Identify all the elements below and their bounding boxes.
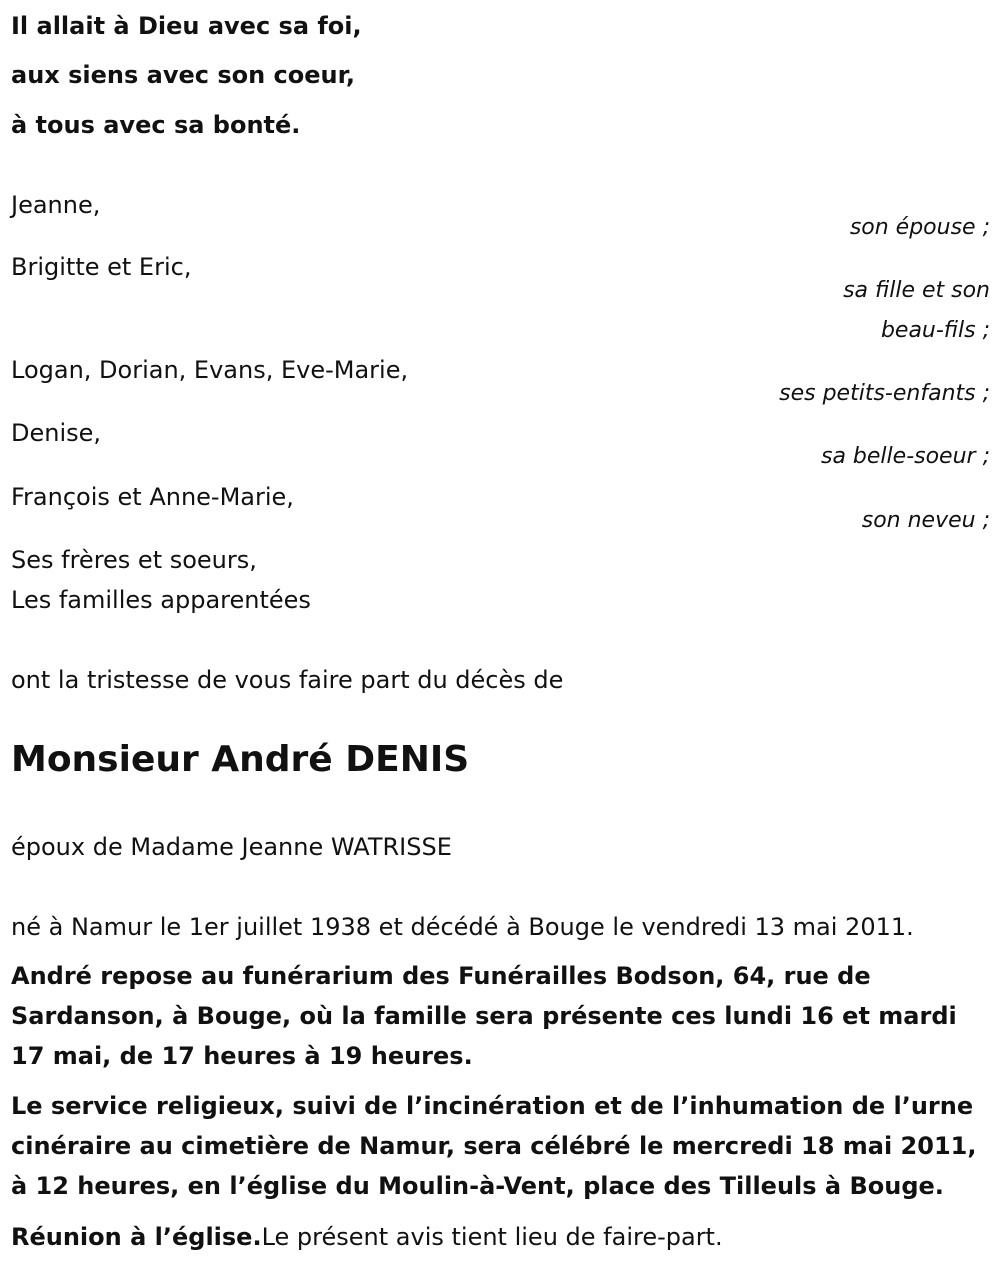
- visitation-paragraph: André repose au funérarium des Funérailles Bodson, 64, rue de Sardanson, à Bouge, où la famille sera présente ces lundi 16 et mardi 17 mai, de 17 heures à 19 heures.: [11, 962, 957, 1070]
- epitaph-line-2: aux siens avec son coeur,: [11, 61, 356, 89]
- epitaph-line-3: à tous avec sa bonté.: [11, 111, 301, 139]
- others-families: Les familles apparentées: [11, 586, 311, 614]
- family-names-grandchildren: Logan, Dorian, Evans, Eve-Marie,: [11, 356, 409, 384]
- service-paragraph: Le service religieux, suivi de l’incinération et de l’inhumation de l’urne cinéraire au cimetière de Namur, sera célébré le mercredi 18 mai 2011, à 12 heures, en l’église du Moulin-à-Vent, place des Tilleuls à Bouge.: [11, 1092, 977, 1200]
- family-relation-daughter-line-1: sa fille et son: [843, 278, 990, 303]
- family-names-daughter: Brigitte et Eric,: [11, 253, 192, 281]
- closing-bold-text: Réunion à l’église.: [11, 1223, 262, 1251]
- spouse-line: époux de Madame Jeanne WATRISSE: [11, 833, 452, 861]
- family-names-spouse: Jeanne,: [11, 191, 101, 219]
- closing-normal-text: Le présent avis tient lieu de faire-part.: [261, 1223, 723, 1251]
- family-relation-sister-in-law: sa belle-soeur ;: [821, 444, 990, 469]
- epitaph-line-1: Il allait à Dieu avec sa foi,: [11, 12, 362, 40]
- family-relation-daughter-line-2: beau-fils ;: [880, 318, 990, 343]
- family-names-nephew: François et Anne-Marie,: [11, 483, 294, 511]
- family-relation-nephew: son neveu ;: [861, 508, 990, 533]
- birth-death-line: né à Namur le 1er juillet 1938 et décédé à Bouge le vendredi 13 mai 2011.: [11, 913, 914, 941]
- announcement-text: ont la tristesse de vous faire part du décès de: [11, 666, 564, 694]
- family-relation-grandchildren: ses petits-enfants ;: [779, 381, 990, 406]
- closing-line: [11, 1222, 723, 1252]
- deceased-name: Monsieur André DENIS: [11, 739, 470, 780]
- family-relation-spouse: son épouse ;: [849, 215, 990, 240]
- others-siblings: Ses frères et soeurs,: [11, 546, 257, 574]
- family-names-sister-in-law: Denise,: [11, 419, 102, 447]
